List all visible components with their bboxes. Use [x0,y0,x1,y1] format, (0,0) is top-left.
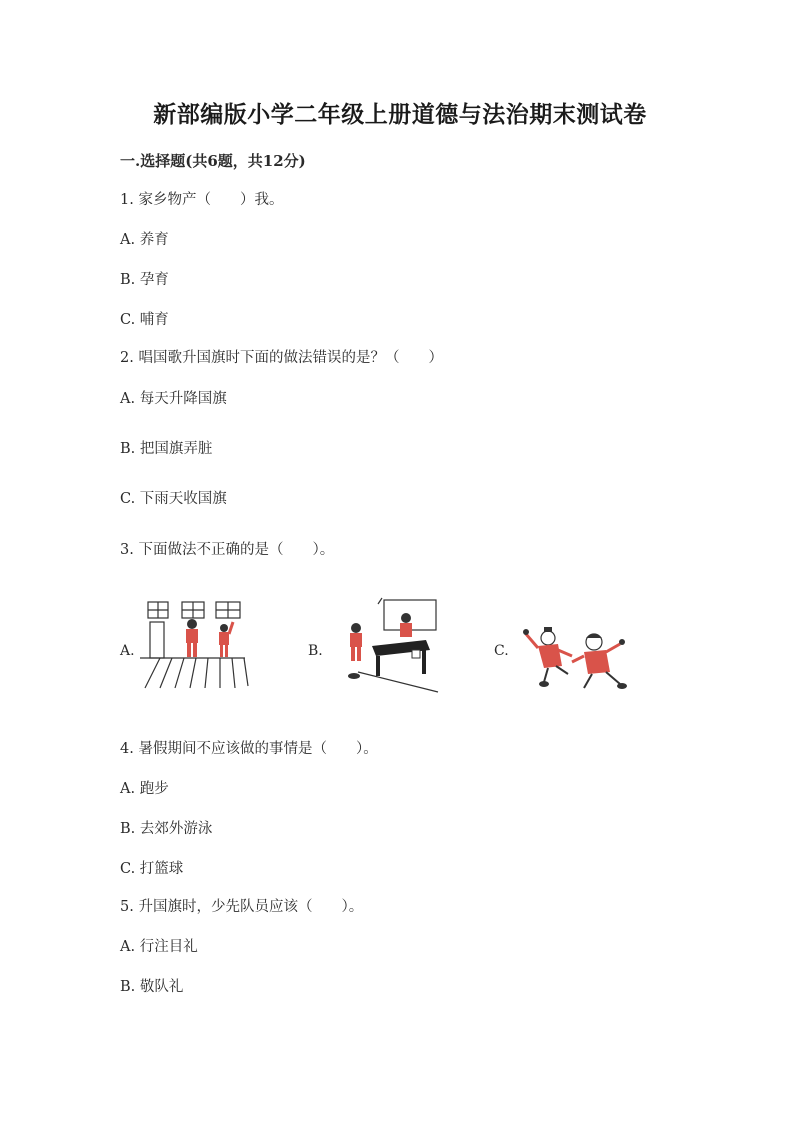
children-cleaning-desk-illustration [330,596,442,694]
question-4-stem: 4. 暑假期间不应该做的事情是（ ）。 [120,741,378,757]
question-2-option-c: C. 下雨天收国旗 [120,491,227,507]
question-1-option-c: C. 哺育 [120,312,169,328]
question-2-option-b: B. 把国旗弄脏 [120,441,213,457]
question-2-option-a: A. 每天升降国旗 [120,391,227,407]
children-at-window-illustration [140,598,250,690]
question-3-option-a-label: A. [120,643,135,659]
question-3-stem: 3. 下面做法不正确的是（ ）。 [120,542,335,558]
question-4-option-b: B. 去郊外游泳 [120,821,213,837]
question-3-option-c-label: C. [494,643,509,659]
question-2-stem: 2. 唱国歌升国旗时下面的做法错误的是？（ ） [120,350,443,366]
page-title: 新部编版小学二年级上册道德与法治期末测试卷 [153,101,647,128]
question-4-option-c: C. 打篮球 [120,861,184,877]
question-5-option-a: A. 行注目礼 [120,939,198,955]
question-1-stem: 1. 家乡物产（ ）我。 [120,192,284,208]
children-fighting-illustration [522,622,628,694]
question-3-option-b-label: B. [308,643,323,659]
section-heading: 一.选择题(共6题，共12分) [120,152,306,170]
question-4-option-a: A. 跑步 [120,781,169,797]
question-1-option-a: A. 养育 [120,232,169,248]
question-1-option-b: B. 孕育 [120,272,169,288]
question-5-option-b: B. 敬队礼 [120,979,184,995]
question-5-stem: 5. 升国旗时，少先队员应该（ ）。 [120,899,364,915]
